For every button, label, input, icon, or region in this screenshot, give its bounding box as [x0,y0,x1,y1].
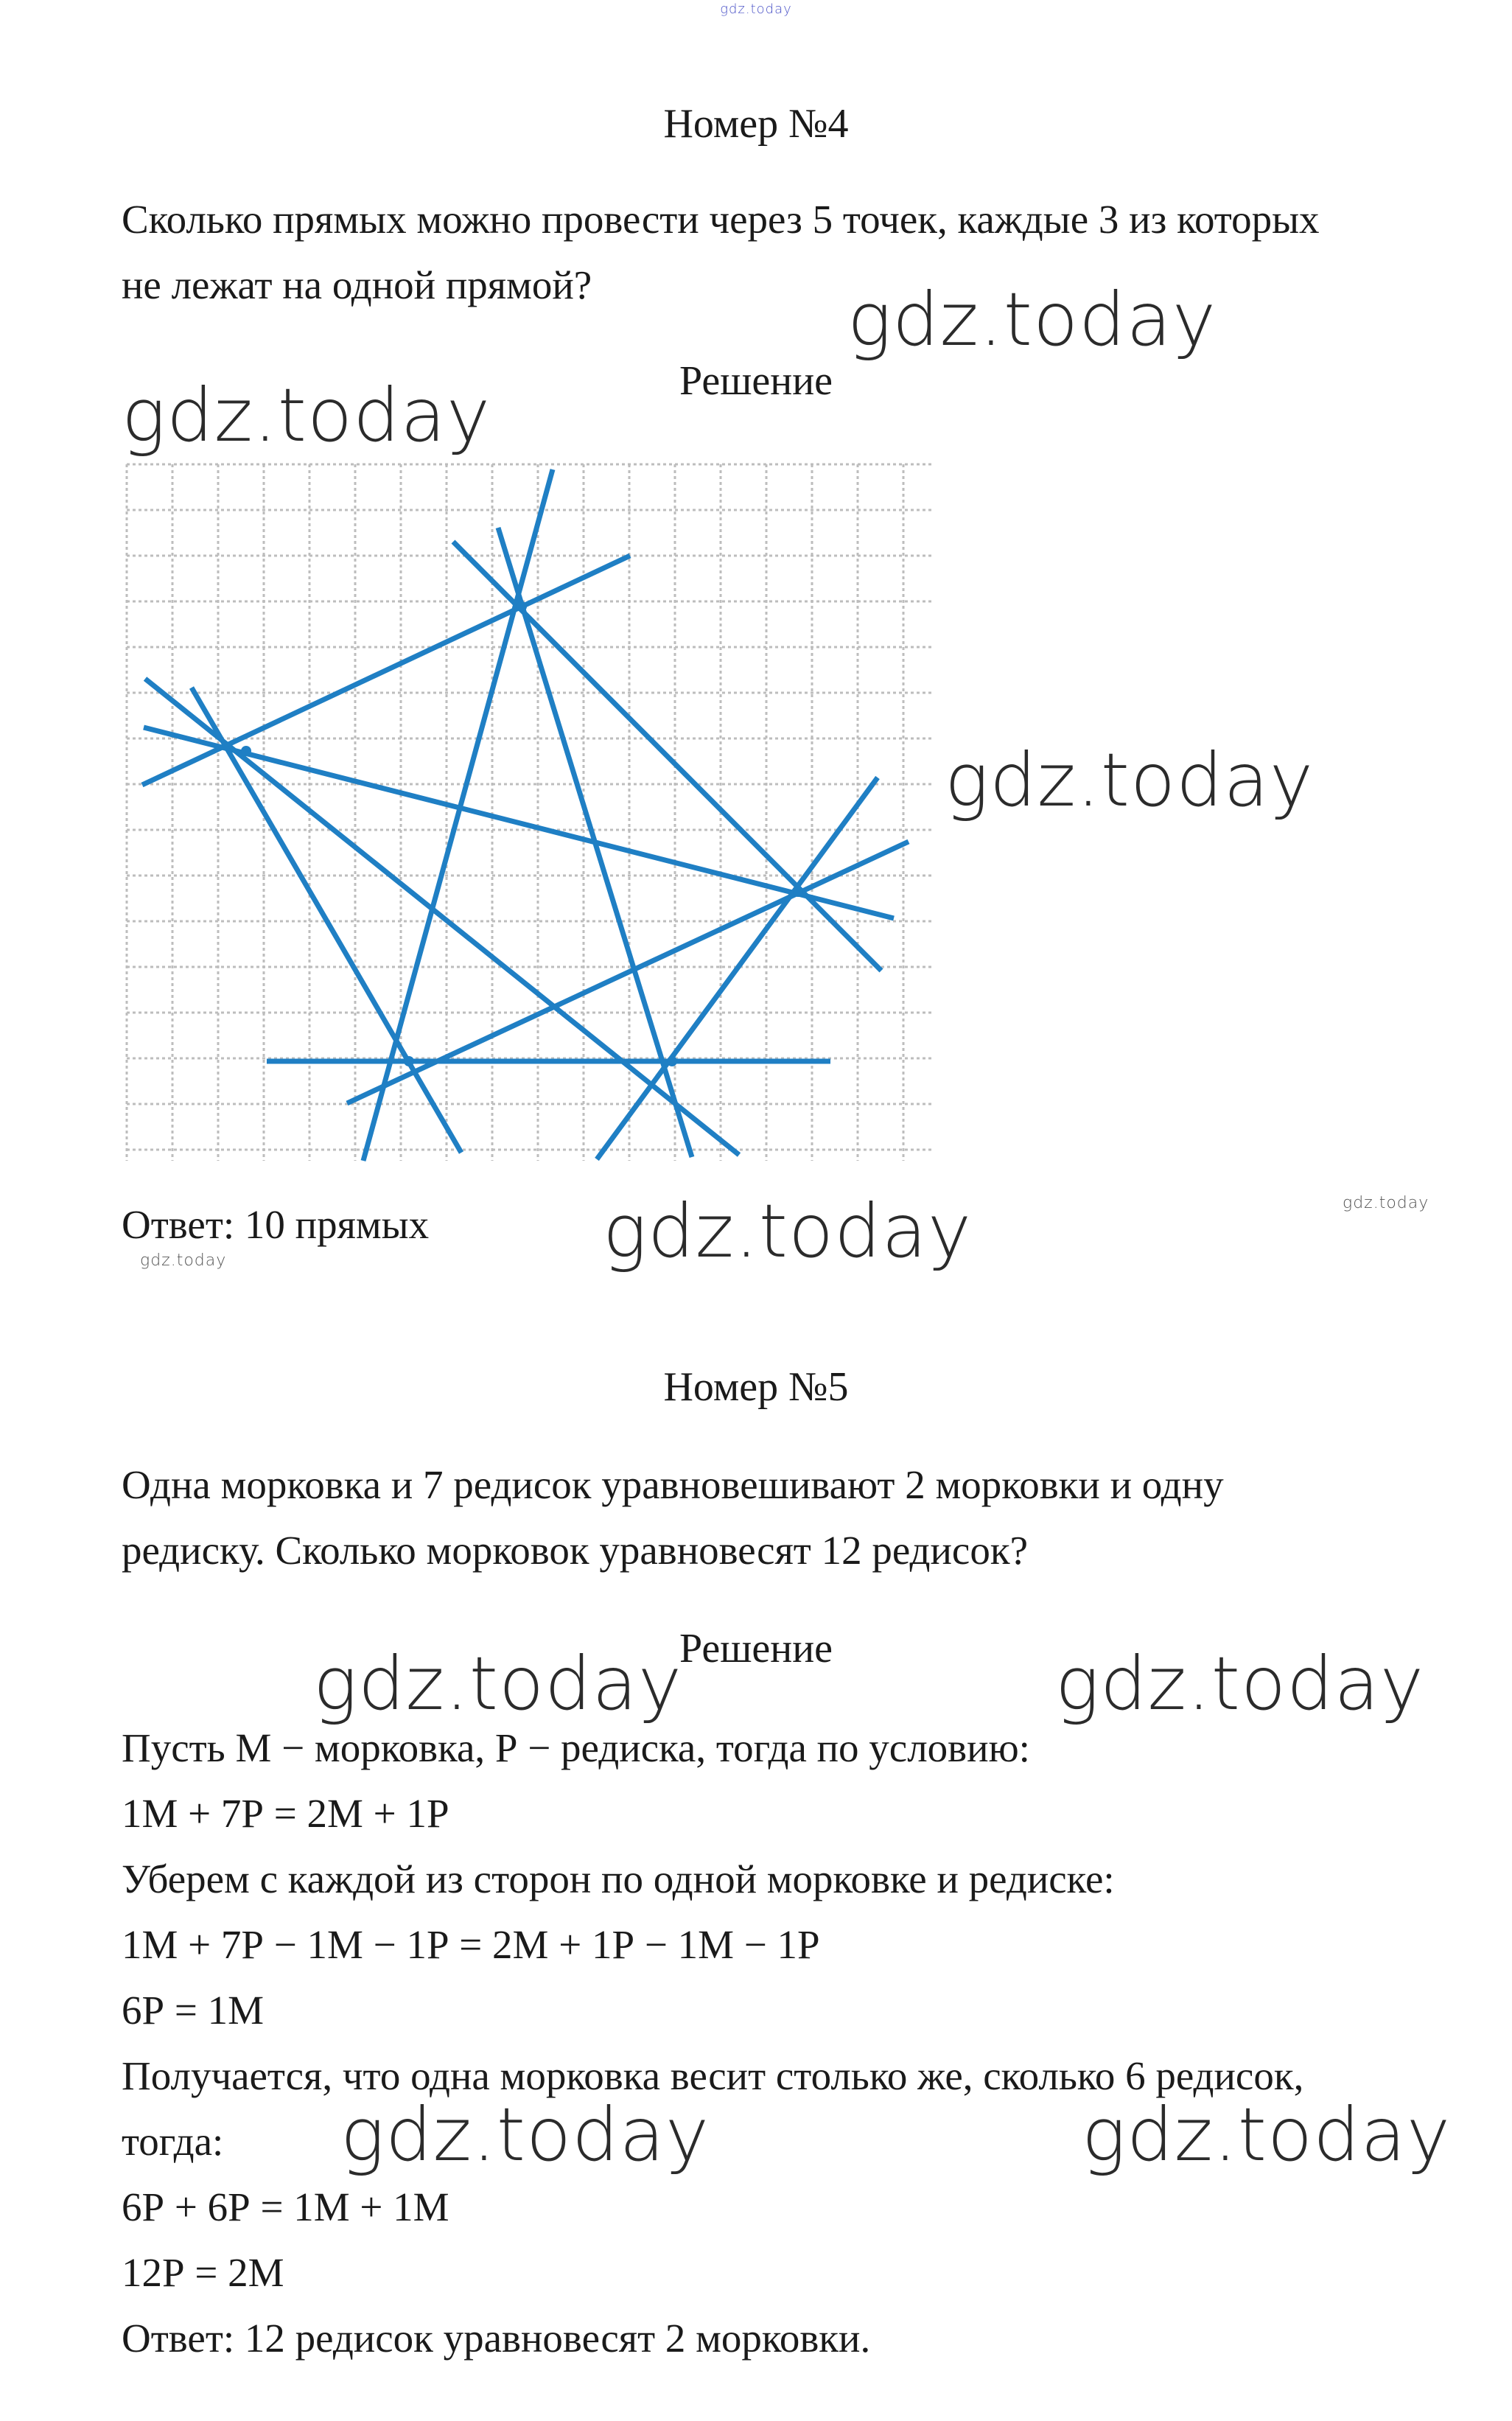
solution-line: тогда: [122,2119,224,2164]
problem4-question-line1: Сколько прямых можно провести через 5 точек, каждые 3 из которых [122,197,1320,242]
solution-line: 12Р = 2М [122,2250,284,2295]
problem5-question-line1: Одна морковка и 7 редисок уравновешивают 2 морковки и одну [122,1462,1224,1507]
solution-line: 6Р + 6Р = 1М + 1М [122,2184,449,2229]
watermark-small: gdz.today [1343,1194,1429,1212]
problem5-heading: Номер №5 [663,1364,849,1410]
watermark: gdz.today [340,2092,710,2178]
solution-line: 1М + 7Р = 2М + 1Р [122,1791,449,1836]
solution-line: 6Р = 1М [122,1988,265,2033]
watermark: gdz.today [847,276,1217,363]
problem4-answer: Ответ: 10 прямых [122,1202,430,1247]
watermark: gdz.today [603,1188,973,1274]
point-B [517,601,527,612]
point-C [793,887,803,897]
solution-line: 1М + 7Р − 1М − 1Р = 2М + 1Р − 1М − 1Р [122,1922,820,1967]
problem5-answer: Ответ: 12 редисок уравновесят 2 морковки. [122,2316,871,2361]
point-A [241,746,251,756]
line-BE [363,469,553,1161]
watermark-top: gdz.today [720,1,792,17]
figure-grid [127,464,932,1161]
line-AC [144,727,894,918]
watermark: gdz.today [1082,2092,1452,2178]
watermark: gdz.today [945,737,1315,823]
solution-line: Уберем с каждой из сторон по одной морковке и редиске: [122,1856,1115,1901]
problem5-question-line2: редиску. Сколько морковок уравновесят 12 редисок? [122,1528,1028,1573]
solution-line: Пусть М − морковка, Р − редиска, тогда по условию: [122,1725,1030,1770]
point-E [404,1056,414,1066]
watermark-small: gdz.today [140,1251,227,1270]
watermark: gdz.today [122,372,491,458]
problem4-heading: Номер №4 [663,101,849,147]
watermark: gdz.today [313,1641,683,1727]
line-AE [192,688,461,1153]
line-AB [142,556,630,785]
problem4-question-line2: не лежат на одной прямой? [122,262,592,307]
point-D [667,1056,677,1066]
problem4-solution-label: Решение [679,358,833,404]
watermark: gdz.today [1055,1641,1425,1727]
problem5-solution-label: Решение [679,1626,833,1671]
figure-lines [142,469,909,1161]
solution-line: Получается, что одна морковка весит столько же, сколько 6 редисок, [122,2053,1304,2098]
